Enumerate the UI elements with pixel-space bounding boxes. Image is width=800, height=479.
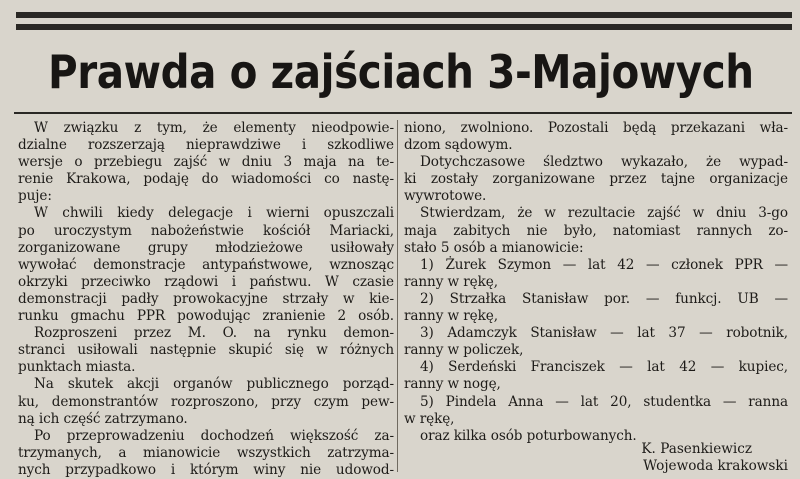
text-line: punktach miasta. [18, 359, 136, 376]
text-line: W chwili kiedy delegacje i wierni opuszczali [34, 205, 394, 222]
text-line: Po przeprowadzeniu dochodzeń większość za- [34, 427, 394, 444]
right-column [404, 120, 788, 445]
top-rule-second [16, 24, 792, 30]
text-line: stało 5 osób a mianowicie: [404, 239, 584, 256]
text-line: puje: [18, 188, 52, 205]
text-line: 3) Adamczyk Stanisław — lat 37 — robotnik, [420, 325, 788, 342]
text-line: ranny w nogę, [404, 376, 501, 393]
text-line: Stwierdzam, że w rezultacie zajść w dniu 3-go [420, 205, 788, 222]
text-line: trzymanych, a mianowicie wszystkich zatrzyma- [18, 444, 394, 461]
headline: Prawda o zajściach 3-Majowych [48, 45, 754, 99]
text-line: stranci usiłowali następnie skupić się w różnych [18, 342, 394, 359]
signature-name: K. Pasenkiewicz [641, 441, 752, 457]
text-line: renie Krakowa, podaję do wiadomości co nastę- [18, 171, 394, 188]
text-line: Dotychczasowe śledztwo wykazało, że wypad- [420, 154, 788, 171]
text-line: ranny w rękę, [404, 273, 498, 290]
text-line: w rękę, [404, 410, 455, 427]
text-line: wersje o przebiegu zajść w dniu 3 maja na te- [18, 154, 394, 171]
text-line: Na skutek akcji organów publicznego porząd- [34, 376, 394, 393]
text-line: ną ich część zatrzymano. [18, 410, 188, 427]
text-line: runku gmachu PPR powodując zranienie 2 osób. [18, 308, 394, 325]
text-line: ranny w rękę, [404, 308, 498, 325]
text-line: ki zostały zorganizowane przez tajne organizacje [404, 171, 788, 188]
text-line: po uroczystym nabożeństwie kościół Mariacki, [18, 222, 394, 239]
left-column [18, 120, 394, 479]
headline-rule [14, 112, 792, 114]
text-line: 5) Pindela Anna — lat 20, studentka — ranna [420, 393, 788, 410]
text-line: wywołać demonstracje antypaństwowe, wznosząc [18, 256, 394, 273]
text-line: zorganizowane grupy młodzieżowe usiłowały [18, 239, 394, 256]
column-divider [397, 120, 398, 472]
text-line: maja zabitych nie było, natomiast rannych zo- [404, 222, 788, 239]
text-line: niono, zwolniono. Pozostali będą przekazani wła- [404, 120, 788, 136]
text-line: ranny w policzek, [404, 342, 524, 359]
text-line: 4) Serdeński Franciszek — lat 42 — kupiec, [420, 359, 788, 376]
text-line: dzialne rozszerzają nieprawdziwe i szkodliwe [18, 137, 394, 154]
text-line: okrzyki przeciwko rządowi i państwu. W czasie [18, 273, 394, 290]
signature-title: Wojewoda krakowski [643, 458, 788, 474]
text-line: demonstracji padły prowokacyjne strzały w kie- [18, 290, 394, 307]
text-line: 1) Żurek Szymon — lat 42 — członek PPR — [420, 256, 788, 273]
text-line: oraz kilka osób poturbowanych. [420, 427, 637, 444]
top-rule [16, 12, 792, 18]
text-line: wywrotowe. [404, 188, 487, 205]
text-line: W związku z tym, że elementy nieodpowie- [34, 120, 394, 136]
text-line: nych przypadkowo i którym winy nie udowod- [18, 461, 394, 478]
text-line: dzom sądowym. [404, 137, 513, 154]
text-line: ku, demonstrantów rozproszono, przy czym pew- [18, 393, 394, 410]
text-line: Rozproszeni przez M. O. na rynku demon- [34, 325, 394, 342]
text-line: 2) Strzałka Stanisław por. — funkcj. UB — [420, 290, 788, 307]
